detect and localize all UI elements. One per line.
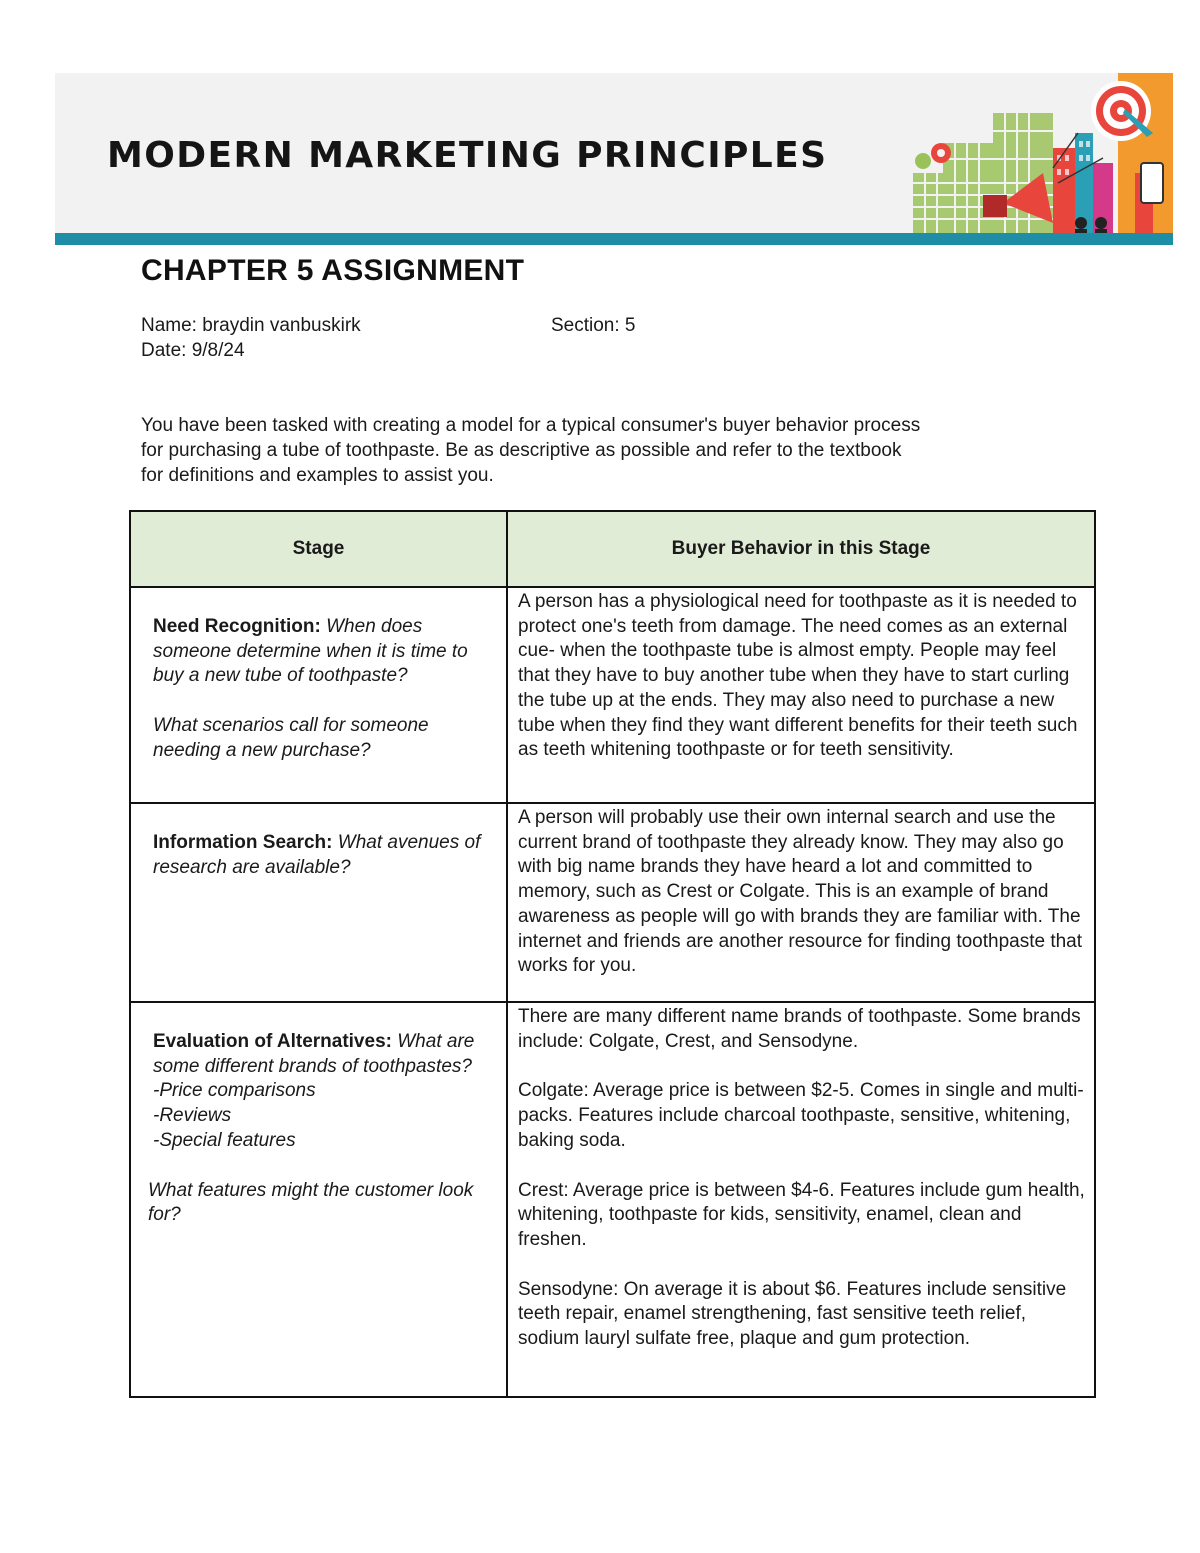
behavior-text: Sensodyne: On average it is about $6. Features include sensitive teeth repair, enamel strengthening, fast sensitive teeth relief, sodium lauryl sulfate free, plaque and gum protection. — [518, 1278, 1067, 1350]
table-row-need-recognition — [130, 587, 1095, 803]
stage-cell — [130, 587, 507, 803]
table-row-evaluation-of-alternatives — [130, 1002, 1095, 1397]
behavior-cell — [507, 803, 1095, 1002]
stage-label: Evaluation of Alternatives: — [153, 1031, 392, 1052]
stage-bullet: -Special features — [153, 1129, 296, 1151]
stage-prompt: What avenues of research are available? — [153, 832, 481, 878]
stage-prompt: What scenarios call for someone needing a new purchase? — [153, 715, 429, 761]
instructions — [141, 413, 1041, 488]
table-header-row — [130, 511, 1095, 587]
behavior-text: Colgate: Average price is between $2-5. Comes in single and multi-packs. Features include charcoal toothpaste, sensitive, whitening, baking soda. — [518, 1080, 1084, 1151]
stage-cell — [130, 1002, 507, 1397]
stage-prompt: When does someone determine when it is time to buy a new tube of toothpaste? — [153, 616, 468, 687]
date-line: Date: 9/8/24 — [141, 340, 245, 361]
table-row-information-search — [130, 803, 1095, 1002]
column-header-stage: Stage — [130, 511, 507, 587]
stage-prompt: What are some different brands of toothpastes? — [153, 1031, 475, 1077]
behavior-text: A person will probably use their own internal search and use the current brand of toothpaste they already know. They may also go with big name brands they have heard a lot and committed to memory, such as Crest or Colgate. This is an example of brand awareness as people will go with brands they are familiar with. The internet and friends are another resource for finding toothpaste that works for you. — [518, 807, 1083, 977]
stage-cell — [130, 803, 507, 1002]
stage-bullet: -Price comparisons — [153, 1080, 316, 1102]
instruction-line: You have been tasked with creating a model for a typical consumer's buyer behavior process — [141, 415, 921, 436]
instruction-line: for purchasing a tube of toothpaste. Be as descriptive as possible and refer to the textbook — [141, 440, 902, 461]
behavior-text: Crest: Average price is between $4-6. Features include gum health, whitening, toothpaste for kids, sensitivity, enamel, clean and freshen. — [518, 1179, 1085, 1250]
stage-bullet: -Reviews — [153, 1105, 232, 1127]
column-header-behavior: Buyer Behavior in this Stage — [507, 511, 1095, 587]
instruction-line: for definitions and examples to assist you. — [141, 465, 494, 486]
section-line: Section: 5 — [551, 315, 636, 336]
marketing-illustration — [903, 73, 1173, 245]
stage-label: Information Search: — [153, 832, 333, 853]
behavior-text: There are many different name brands of toothpaste. Some brands include: Colgate, Crest, and Sensodyne. — [518, 1006, 1081, 1052]
page-title: CHAPTER 5 ASSIGNMENT — [141, 254, 525, 287]
buyer-behavior-table — [129, 510, 1096, 1398]
behavior-cell — [507, 1002, 1095, 1397]
header-banner — [55, 73, 1173, 245]
name-line: Name: braydin vanbuskirk — [141, 315, 361, 336]
banner-stripe — [55, 233, 1173, 245]
stage-label: Need Recognition: — [153, 616, 321, 637]
behavior-text: A person has a physiological need for toothpaste as it is needed to protect one's teeth from damage. The need comes as an external cue- when the toothpaste tube is almost empty. People may feel that they have to buy another tube when they have to start curling the tube up at the ends. They may also need to purchase a new tube when they find they want different benefits for their teeth such as teeth whitening toothpaste or for teeth sensitivity. — [518, 591, 1078, 761]
banner-title: MODERN MARKETING PRINCIPLES — [107, 135, 828, 176]
stage-prompt: What features might the customer look for? — [148, 1179, 474, 1226]
behavior-cell — [507, 587, 1095, 803]
